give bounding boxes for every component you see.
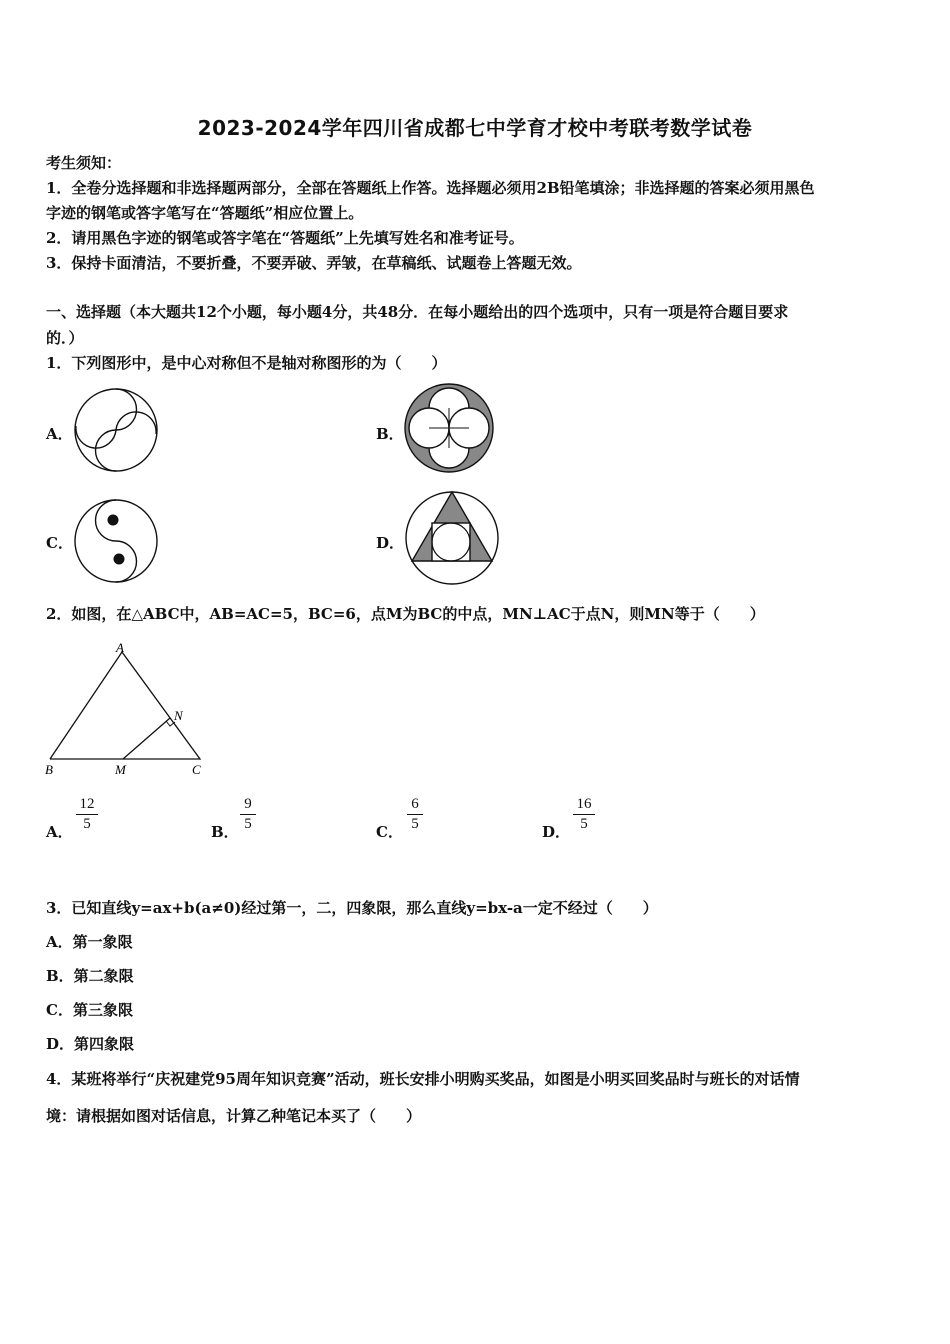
- q3-option-a: A．第一象限: [46, 933, 133, 951]
- q3-option-c: C．第三象限: [46, 1001, 133, 1019]
- q2-label-c: C: [192, 762, 201, 777]
- q2-option-d-numerator: 16: [576, 796, 592, 812]
- q2-label-m: M: [115, 762, 126, 777]
- q1-option-b-label: B．: [376, 425, 404, 443]
- notice-line-4: 3．保持卡面清洁，不要折叠，不要弄破、弄皱，在草稿纸、试题卷上答题无效。: [46, 254, 582, 272]
- q2-option-d-denominator: 5: [580, 816, 588, 832]
- q1-option-d-label: D．: [376, 534, 405, 552]
- q4-line1: 4．某班将举行“庆祝建党95周年知识竞赛”活动，班长安排小明购买奖品，如图是小明买回奖品时与班长的对话情: [46, 1070, 800, 1088]
- q2-option-d-fraction: [573, 796, 595, 833]
- q2-option-c-label: C．: [376, 823, 403, 841]
- q4-line2: 境：请根据如图对话信息，计算乙种笔记本买了（ ）: [46, 1107, 422, 1125]
- section1-line1: 一、选择题（本大题共12个小题，每小题4分，共48分．在每小题给出的四个选项中，只有一项是符合题目要求: [46, 303, 789, 321]
- q2-option-c-numerator: 6: [411, 796, 419, 812]
- q2-option-a-fraction: [76, 796, 98, 833]
- q2-stem: 2．如图，在△ABC中，AB=AC=5，BC=6，点M为BC的中点，MN⊥AC于点N，则MN等于（ ）: [46, 605, 765, 623]
- q2-option-c-denominator: 5: [411, 816, 419, 832]
- section1-line2: 的．）: [46, 329, 84, 347]
- q2-label-b: B: [45, 762, 53, 777]
- q2-label-a: A: [116, 640, 124, 655]
- q2-option-b-fraction: [240, 796, 256, 833]
- q1-option-c-label: C．: [46, 534, 73, 552]
- q1-stem: 1．下列图形中，是中心对称但不是轴对称图形的为（ ）: [46, 354, 447, 372]
- q1-figure-c: [72, 497, 162, 585]
- q2-option-b-label: B．: [211, 823, 239, 841]
- q1-figure-b: [402, 382, 496, 474]
- q2-option-b-denominator: 5: [244, 816, 252, 832]
- notice-line-2: 字迹的钢笔或答字笔写在“答题纸”相应位置上。: [46, 204, 364, 222]
- q3-option-d: D．第四象限: [46, 1035, 135, 1053]
- q1-figure-a: [72, 386, 162, 474]
- q2-label-n: N: [174, 708, 183, 723]
- notice-line-1: 1．全卷分选择题和非选择题两部分，全部在答题纸上作答。选择题必须用2B铅笔填涂；非选择题的答案必须用黑色: [46, 179, 815, 197]
- page-title: 2023-2024学年四川省成都七中学育才校中考联考数学试卷: [197, 116, 753, 140]
- q2-option-a-numerator: 12: [79, 796, 95, 812]
- q2-option-a-label: A．: [46, 823, 73, 841]
- q2-option-a-denominator: 5: [83, 816, 91, 832]
- q3-stem: 3．已知直线y=ax+b(a≠0)经过第一，二，四象限，那么直线y=bx-a一定不经过（ ）: [46, 899, 658, 917]
- q1-option-a-label: A．: [46, 425, 73, 443]
- notice-heading: 考生须知：: [46, 154, 122, 172]
- q1-figure-d: [402, 488, 502, 586]
- q3-option-b: B．第二象限: [46, 967, 134, 985]
- q2-triangle-figure: [42, 638, 212, 780]
- q2-option-b-numerator: 9: [244, 796, 252, 812]
- q2-option-c-fraction: [407, 796, 423, 833]
- notice-line-3: 2．请用黑色字迹的钢笔或答字笔在“答题纸”上先填写姓名和准考证号。: [46, 229, 524, 247]
- q2-option-d-label: D．: [542, 823, 571, 841]
